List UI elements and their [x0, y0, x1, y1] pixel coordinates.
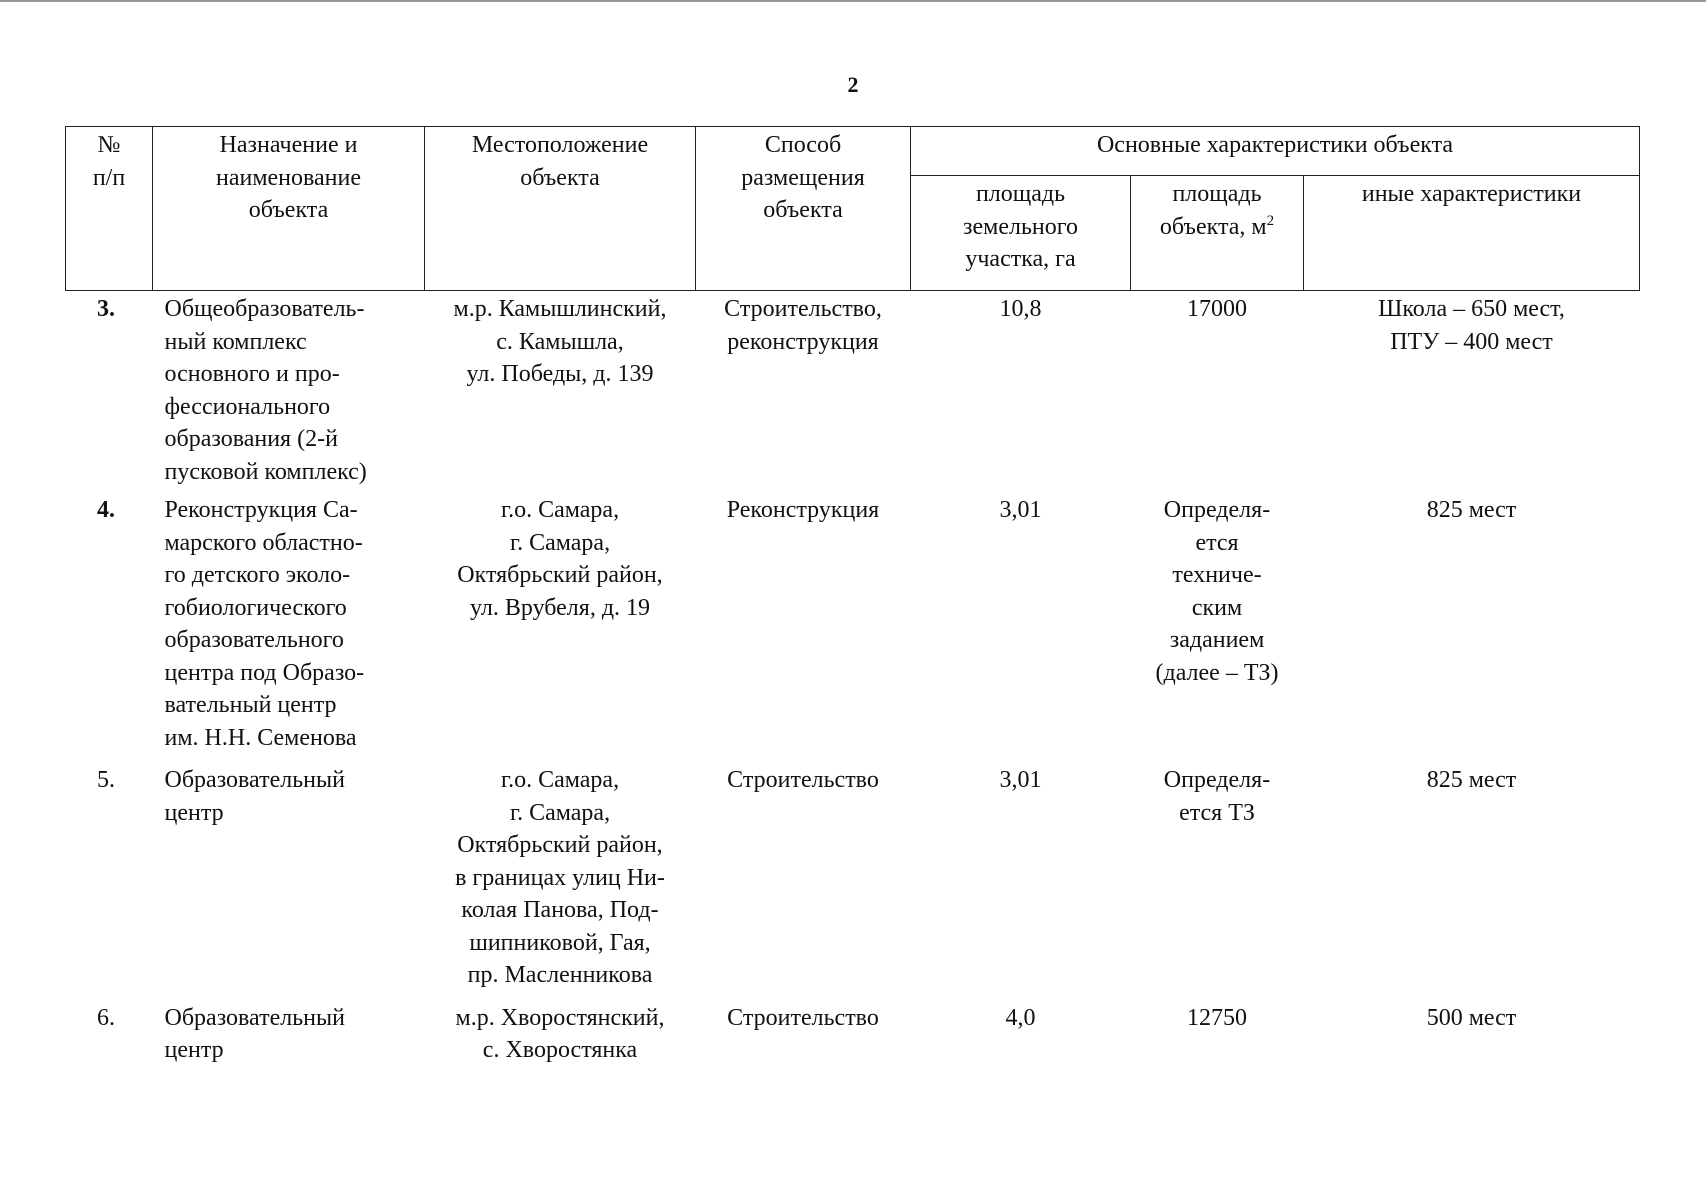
header-other: иные характеристики — [1304, 176, 1640, 291]
row-name: Образовательный центр — [164, 767, 345, 826]
page-number: 2 — [847, 72, 859, 97]
row-land-area: 3,01 — [999, 767, 1042, 793]
row-object-area: 17000 — [1187, 296, 1247, 322]
row-object-area: Определя- ется техниче- ским заданием (далее – ТЗ) — [1155, 497, 1279, 686]
header-main-characteristics: Основные характеристики объекта — [911, 127, 1640, 176]
table-row — [66, 291, 1640, 495]
objects-table — [65, 126, 1640, 1067]
row-method: Строительство — [727, 767, 879, 793]
table-row — [66, 1002, 1640, 1067]
row-num: 4. — [97, 497, 115, 523]
header-location: Местоположение объекта — [425, 127, 696, 291]
header-object-area — [1131, 176, 1304, 291]
row-other: Школа – 650 мест, ПТУ – 400 мест — [1378, 296, 1565, 355]
row-num: 3. — [97, 296, 115, 322]
row-land-area: 10,8 — [999, 296, 1042, 322]
row-location: г.о. Самара, г. Самара, Октябрьский район, в границах улиц Ни- колая Панова, Под- шипниковой, Гая, пр. Масленникова — [455, 767, 665, 988]
row-method: Строительство, реконструкция — [724, 296, 882, 355]
row-other: 500 мест — [1426, 1004, 1517, 1031]
header-land-area: площадь земельного участка, га — [911, 176, 1131, 291]
row-location: м.р. Камышлинский, с. Камышла, ул. Победы, д. 139 — [453, 296, 667, 387]
row-land-area: 3,01 — [999, 497, 1042, 523]
row-name: Общеобразователь- ный комплекс основного и про- фессионального образования (2-й пусковой комплекс) — [164, 296, 367, 485]
header-num: № п/п — [66, 127, 153, 291]
row-method: Реконструкция — [726, 497, 880, 523]
row-object-area: Определя- ется ТЗ — [1163, 767, 1271, 826]
row-other: 825 мест — [1426, 767, 1517, 793]
row-name: Реконструкция Са- марского областно- го детского эколо- гобиологического образовательного центра под Образо- вательный центр им. Н.Н. Семенова — [164, 497, 365, 751]
header-name: Назначение и наименование объекта — [153, 127, 425, 291]
header-object-area-text: площадь объекта, м — [1159, 181, 1267, 240]
row-num: 5. — [97, 767, 115, 793]
table-header — [66, 127, 1640, 291]
row-other: 825 мест — [1426, 497, 1517, 523]
row-location: м.р. Хворостянский, с. Хворостянка — [455, 1004, 665, 1063]
scan-edge-line — [0, 0, 1706, 2]
row-object-area: 12750 — [1187, 1004, 1247, 1031]
header-object-area-sup: 2 — [1266, 212, 1275, 229]
row-location: г.о. Самара, г. Самара, Октябрьский район, ул. Врубеля, д. 19 — [457, 497, 663, 621]
row-land-area: 4,0 — [1005, 1004, 1036, 1031]
row-name: Образовательный центр — [164, 1004, 345, 1063]
row-method: Строительство — [727, 1004, 879, 1031]
table-body — [66, 291, 1640, 1067]
table-row — [66, 494, 1640, 764]
row-num: 6. — [97, 1004, 115, 1031]
table-row — [66, 764, 1640, 1002]
header-method: Способ размещения объекта — [696, 127, 911, 291]
